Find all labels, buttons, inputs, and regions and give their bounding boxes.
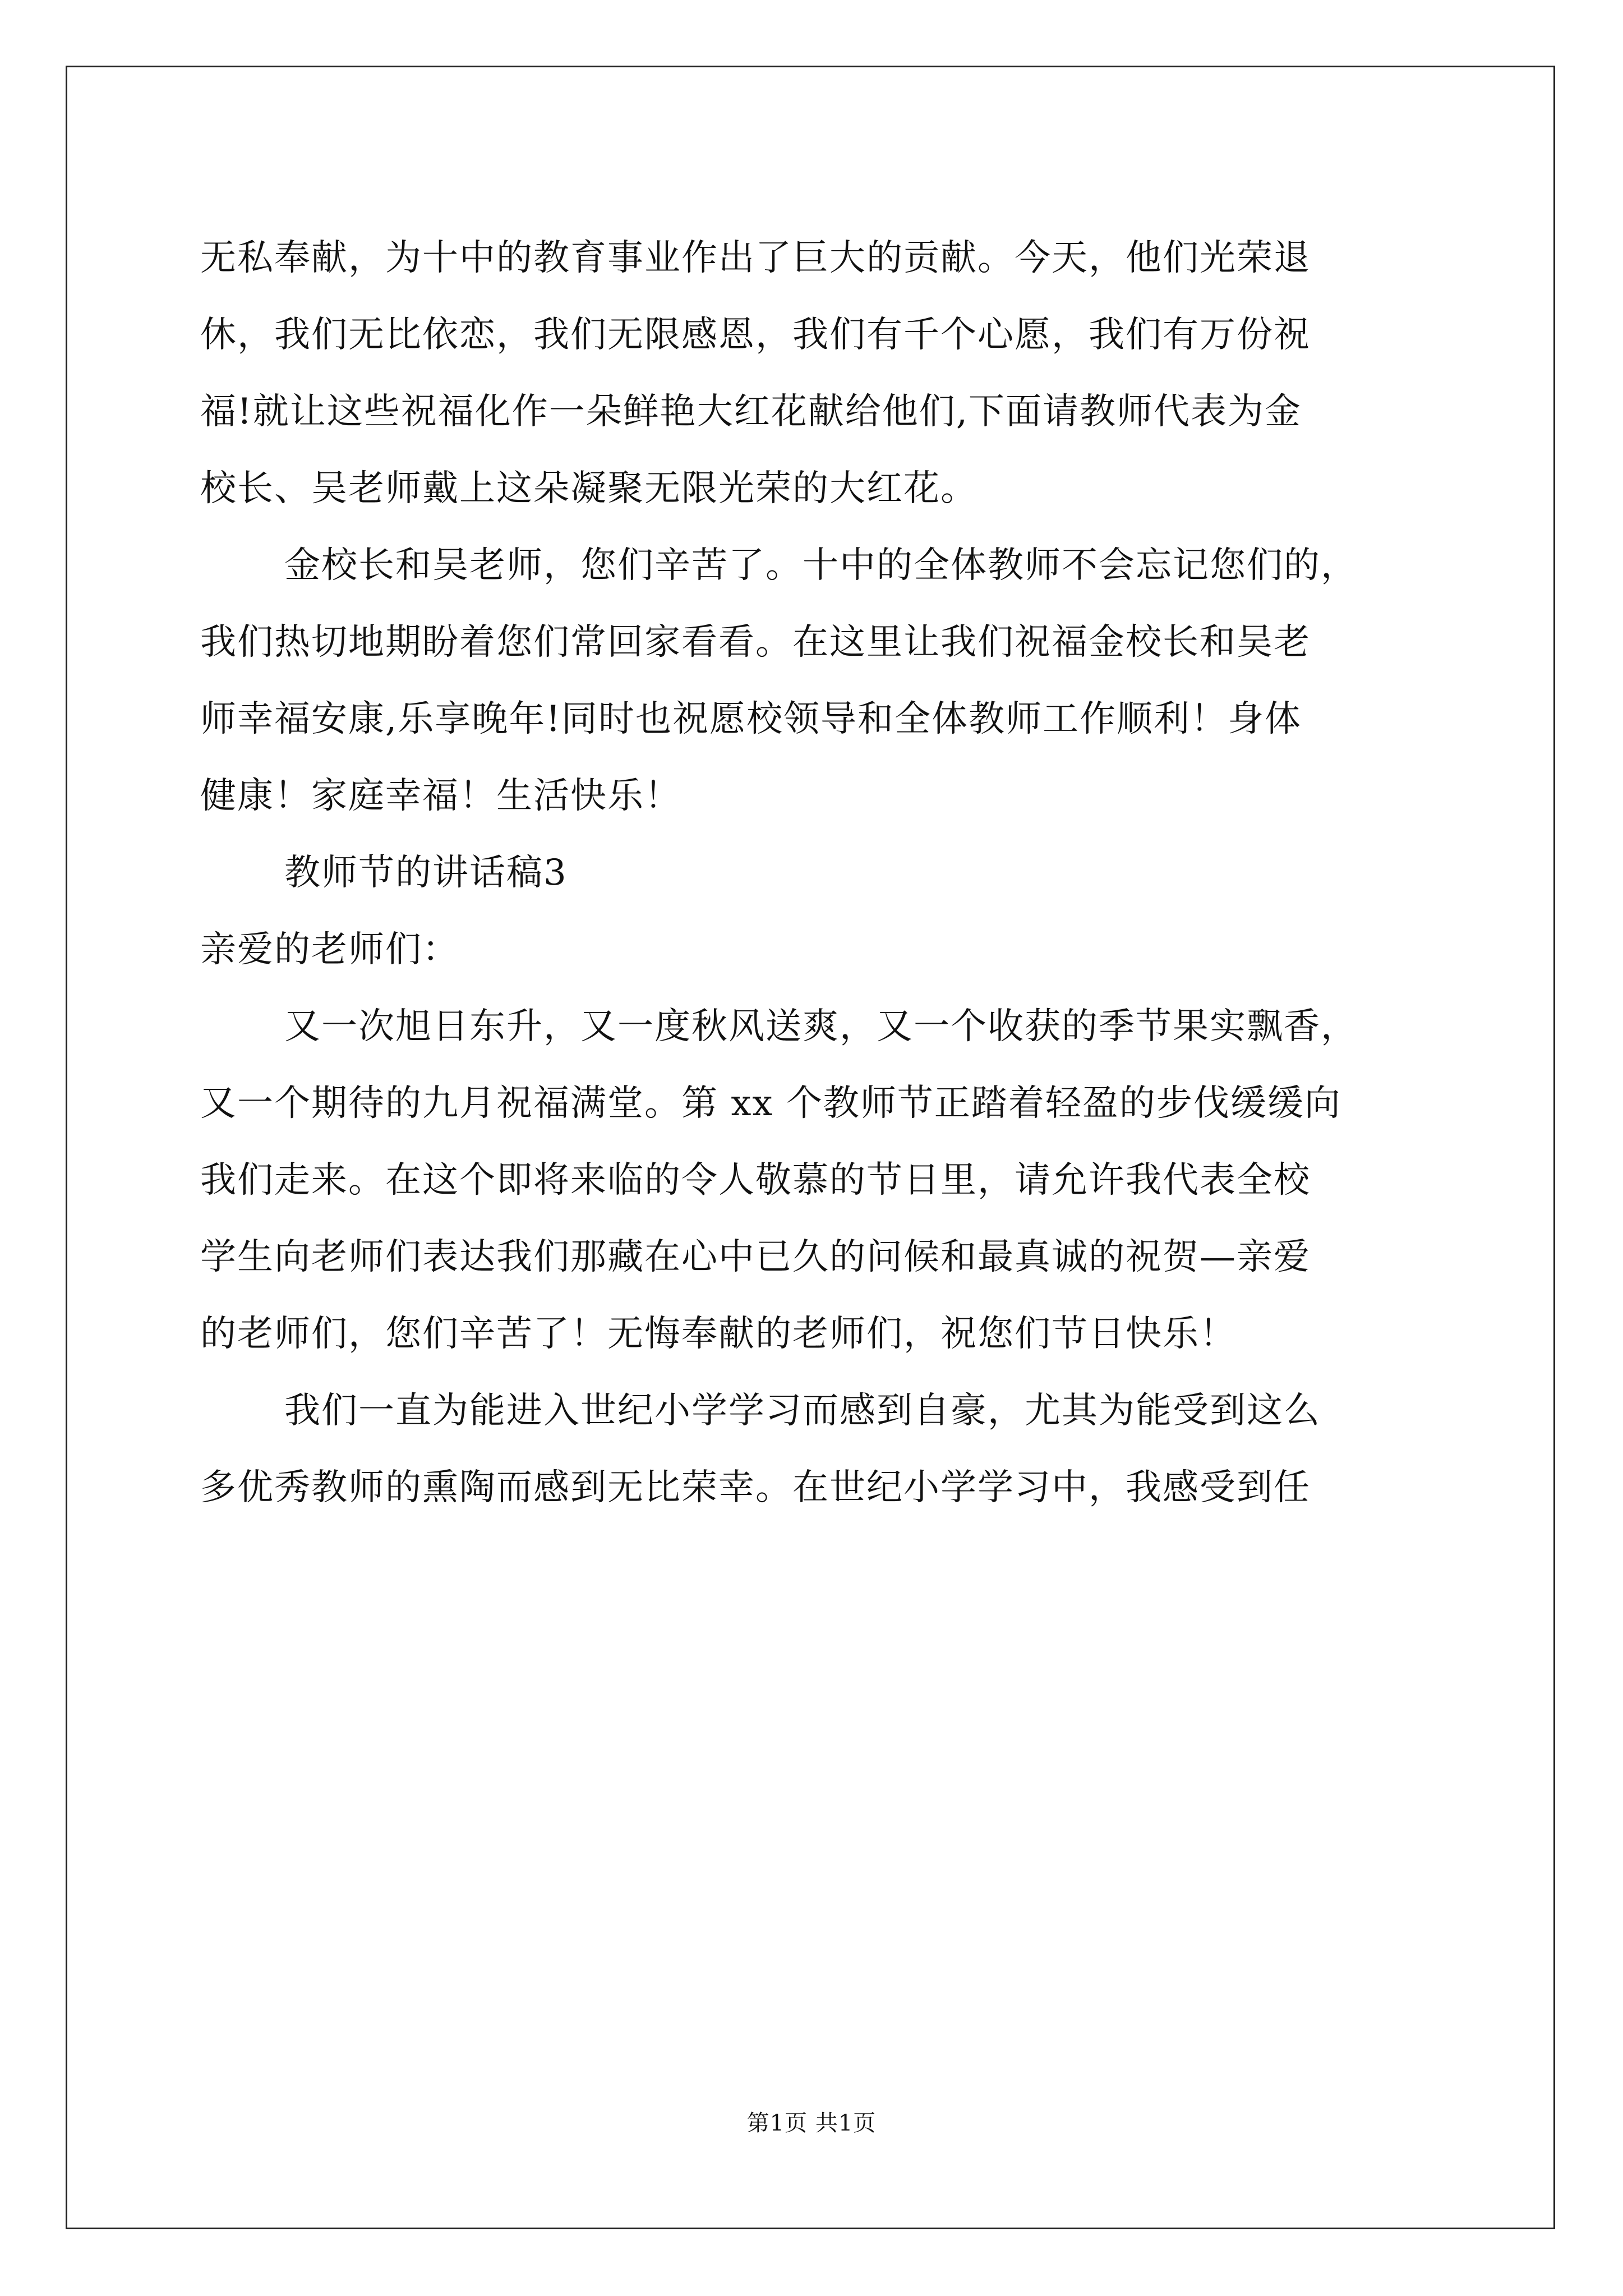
document-body	[200, 220, 1434, 1526]
text-line: 我们一直为能进入世纪小学学习而感到自豪，尤其为能受到这么	[284, 1390, 1321, 1432]
text-line: 又一个期待的九月祝福满堂。第 xx 个教师节正踏着轻盈的步伐缓缓向	[200, 1083, 1341, 1124]
text-line: 师幸福安康,乐享晚年!同时也祝愿校领导和全体教师工作顺利！身体	[200, 698, 1302, 740]
text-line: 我们热切地期盼着您们常回家看看。在这里让我们祝福金校长和吴老	[200, 622, 1311, 663]
text-line: 校长、吴老师戴上这朵凝聚无限光荣的大红花。	[200, 468, 978, 509]
text-line: 休，我们无比依恋，我们无限感恩，我们有千个心愿，我们有万份祝	[200, 314, 1311, 356]
text-line: 金校长和吴老师，您们辛苦了。十中的全体教师不会忘记您们的，	[284, 545, 1358, 586]
text-line: 又一次旭日东升，又一度秋风送爽，又一个收获的季节果实飘香，	[284, 1006, 1358, 1047]
text-line: 健康！家庭幸福！生活快乐！	[200, 775, 681, 817]
section-heading: 教师节的讲话稿3	[284, 852, 568, 894]
text-line: 福!就让这些祝福化作一朵鲜艳大红花献给他们,下面请教师代表为金	[200, 391, 1302, 432]
text-line: 多优秀教师的熏陶而感到无比荣幸。在世纪小学学习中，我感受到任	[200, 1467, 1311, 1508]
text-line: 我们走来。在这个即将来临的令人敬慕的节日里，请允许我代表全校	[200, 1159, 1311, 1201]
page-number-footer: 第1页 共1页	[746, 2110, 877, 2136]
text-line: 无私奉献，为十中的教育事业作出了巨大的贡献。今天，他们光荣退	[200, 237, 1311, 279]
salutation: 亲爱的老师们：	[200, 929, 459, 970]
text-line: 的老师们，您们辛苦了！无悔奉献的老师们，祝您们节日快乐！	[200, 1313, 1237, 1355]
text-line: 学生向老师们表达我们那藏在心中已久的问候和最真诚的祝贺—亲爱	[200, 1236, 1311, 1278]
